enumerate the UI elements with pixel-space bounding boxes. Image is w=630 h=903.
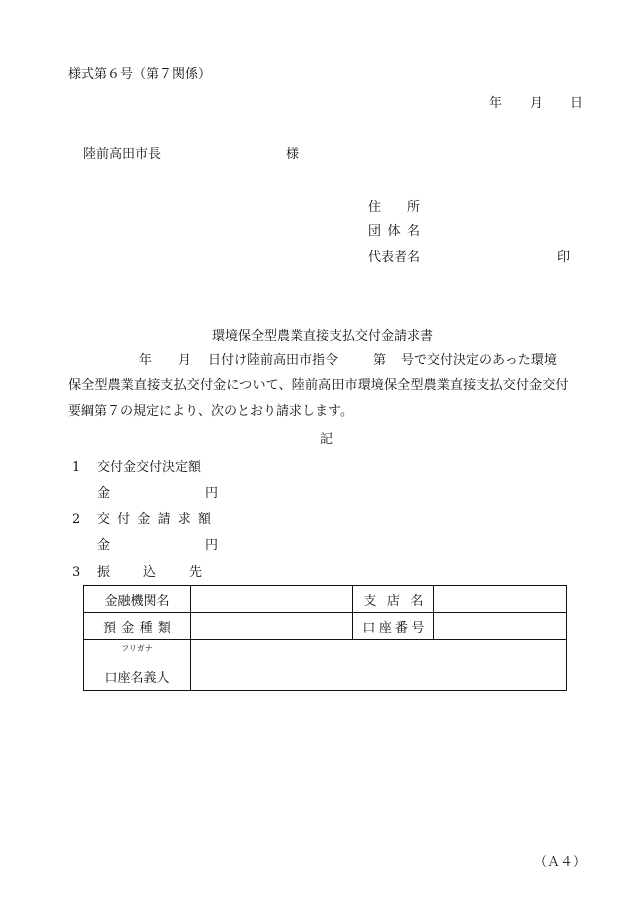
account-number-value-cell[interactable] (434, 613, 567, 640)
deposit-type-value-cell[interactable] (190, 613, 353, 640)
item-1-number: 1 (72, 460, 81, 475)
bank-account-table (83, 585, 567, 691)
item-2-yen: 円 (205, 538, 219, 553)
table-row (84, 640, 567, 691)
item-1-kin: 金 (97, 486, 111, 501)
group-label: 団 体 名 (368, 224, 420, 239)
account-holder-value-cell[interactable] (190, 640, 566, 691)
account-holder-text: 口座名義人 (104, 670, 170, 686)
institution-value-cell[interactable] (190, 586, 353, 613)
institution-label: 金融機関名 (84, 586, 191, 613)
paper-size-note: （Ａ４） (534, 855, 587, 870)
account-number-label: 口 座 番 号 (353, 613, 434, 640)
item-1-label: 交付金交付決定額 (97, 460, 202, 475)
date-year: 年 (489, 96, 503, 111)
addressee-name: 陸前高田市長 (83, 147, 162, 162)
account-holder-label (84, 640, 191, 691)
date-month: 月 (530, 96, 544, 111)
body-line1-dai: 第 (373, 353, 387, 368)
body-line1-rest: 号で交付決定のあった環境 (401, 353, 557, 368)
body-line3: 要綱第７の規定により、次のとおり請求します。 (68, 404, 353, 419)
item-2-kin: 金 (97, 538, 111, 553)
address-label: 住 所 (368, 200, 420, 215)
body-line1-month: 月 (178, 353, 192, 368)
ki-heading: 記 (320, 432, 334, 447)
document-title: 環境保全型農業直接支払交付金請求書 (212, 329, 434, 344)
item-2-number: 2 (72, 512, 81, 527)
item-3-label: 振 込 先 (97, 565, 202, 580)
branch-label: 支 店 名 (353, 586, 434, 613)
body-line1-year: 年 (139, 353, 153, 368)
furigana-label: フリガナ (121, 643, 153, 653)
form-number: 様式第６号（第７関係） (68, 67, 212, 82)
deposit-type-label: 預 金 種 類 (84, 613, 191, 640)
addressee-honorific: 様 (286, 147, 300, 162)
table-row (84, 613, 567, 640)
item-1-yen: 円 (205, 486, 219, 501)
representative-label: 代表者名 (368, 250, 421, 265)
item-3-number: 3 (72, 565, 81, 580)
branch-value-cell[interactable] (434, 586, 567, 613)
seal-mark: 印 (557, 250, 571, 265)
date-day: 日 (570, 96, 584, 111)
item-2-label: 交 付 金 請 求 額 (97, 512, 211, 527)
table-row (84, 586, 567, 613)
body-line2: 保全型農業直接支払交付金について、陸前高田市環境保全型農業直接支払交付金交付 (68, 378, 569, 393)
body-line1-text: 日付け陸前高田市指令 (208, 353, 339, 368)
